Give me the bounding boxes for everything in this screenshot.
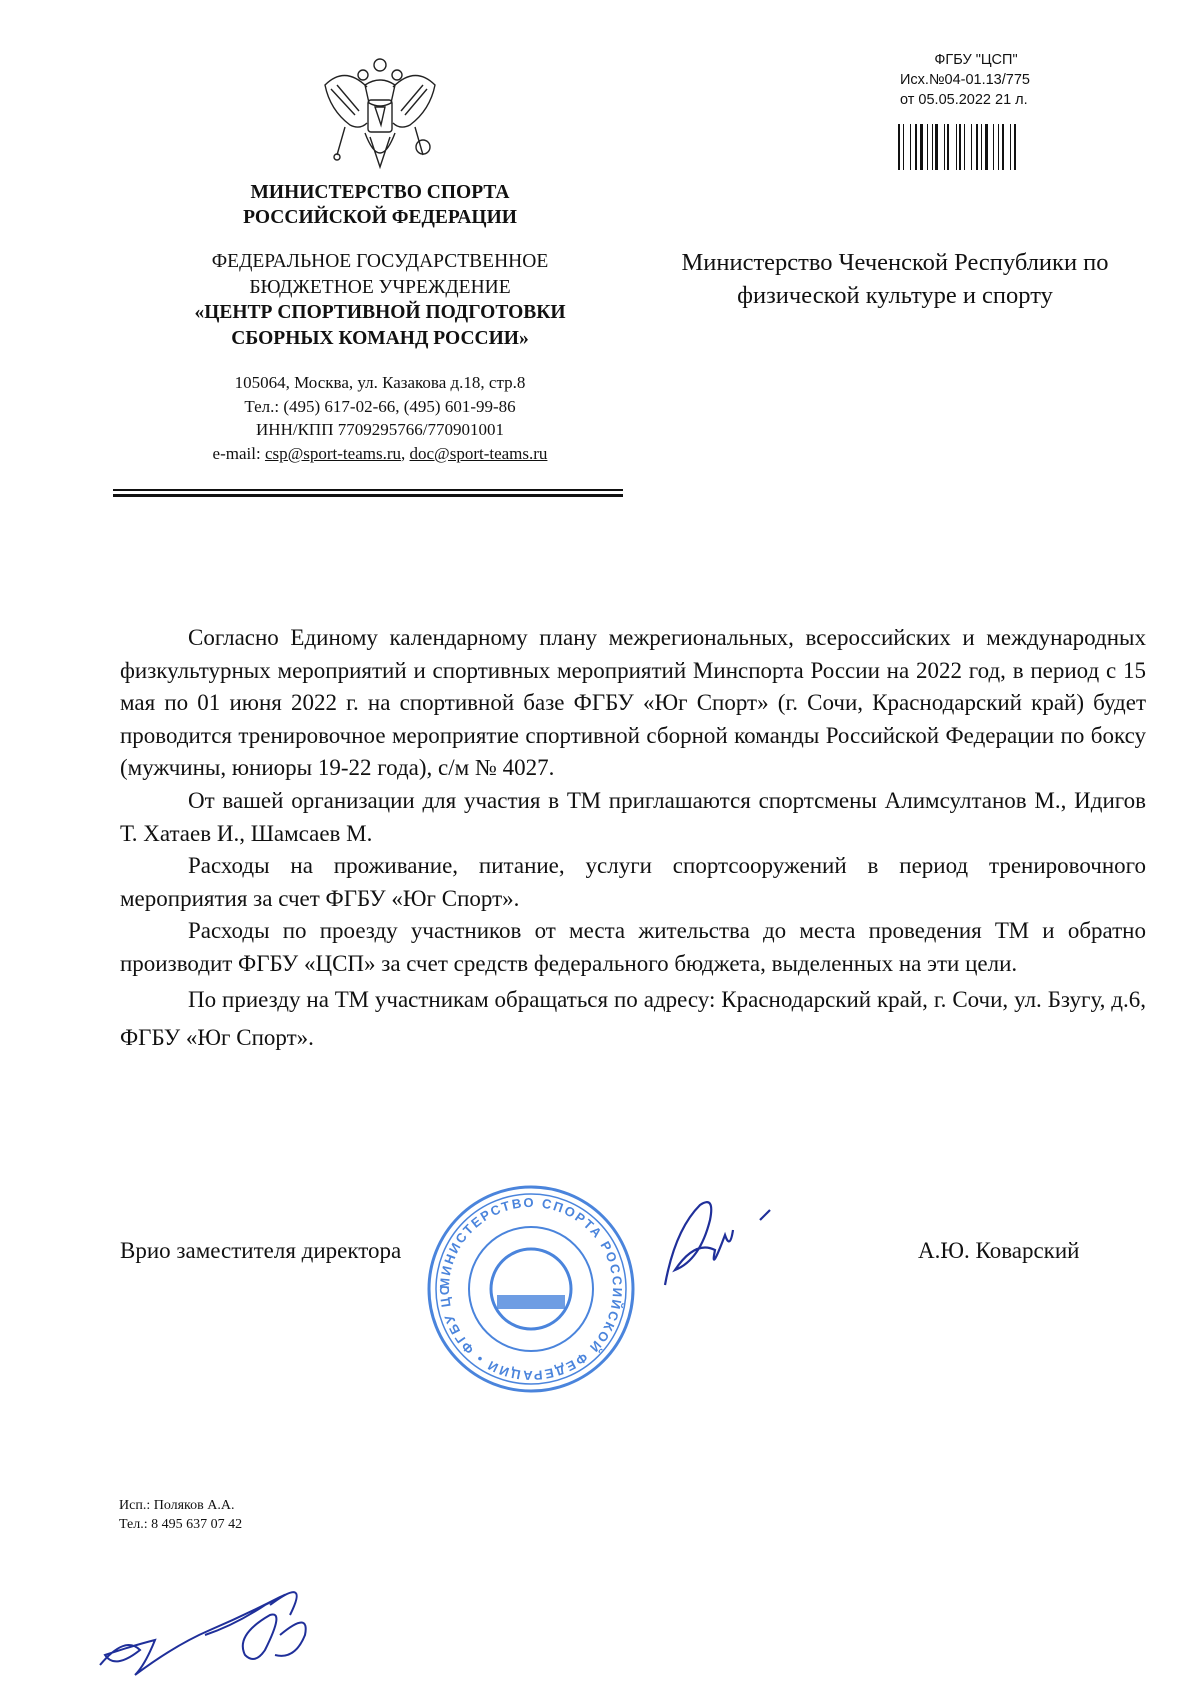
- addressee-line: Министерство Чеченской Республики по: [681, 249, 1109, 276]
- executor-name: Исп.: Поляков А.А.: [119, 1498, 235, 1513]
- body-paragraph: По приезду на ТМ участникам обращаться по адресу: Краснодарский край, г. Сочи, ул. Бзугу, д.6, ФГБУ «Юг Спорт».: [120, 986, 1146, 1050]
- body-paragraph: От вашей организации для участия в ТМ приглашаются спортсмены Алимсултанов М., Идигов Т. Хатаев И., Шамсаев М.: [120, 787, 1146, 846]
- divider-line: [113, 489, 623, 491]
- registration-stamp: [880, 50, 1060, 110]
- body-paragraph: Расходы на проживание, питание, услуги спортсооружений в период тренировочного мероприятия за счет ФГБУ «Юг Спорт».: [120, 853, 1146, 911]
- signatory-name: А.Ю. Коварский: [918, 1238, 1080, 1263]
- addressee: [630, 246, 1160, 312]
- org-line: СБОРНЫХ КОМАНД РОССИИ»: [231, 327, 529, 349]
- barcode-bar: [993, 124, 994, 170]
- handwritten-initials: [95, 1575, 335, 1680]
- org-line: ФЕДЕРАЛЬНОЕ ГОСУДАРСТВЕННОЕ: [211, 251, 549, 272]
- barcode-bar: [971, 124, 972, 170]
- email-separator: ,: [401, 443, 410, 463]
- barcode-bar: [944, 124, 945, 170]
- barcode: [898, 124, 1044, 170]
- barcode-bar: [903, 124, 904, 170]
- email-line: [120, 442, 640, 466]
- address: 105064, Москва, ул. Казакова д.18, стр.8: [234, 373, 526, 392]
- ministry-line: МИНИСТЕРСТВО СПОРТА: [250, 182, 510, 203]
- barcode-bar: [1014, 124, 1016, 170]
- org-line: «ЦЕНТР СПОРТИВНОЙ ПОДГОТОВКИ: [194, 302, 566, 323]
- registration-date: от 05.05.2022 21 л.: [900, 92, 1028, 108]
- organization-contacts: [120, 371, 640, 465]
- barcode-bar: [976, 124, 978, 170]
- email-label: e-mail:: [212, 443, 265, 463]
- organization-name: [120, 249, 640, 351]
- barcode-bar: [959, 124, 961, 170]
- barcode-bar: [947, 124, 949, 170]
- barcode-bar: [956, 124, 957, 170]
- barcode-bar: [910, 124, 911, 170]
- barcode-bar: [998, 124, 999, 170]
- barcode-bar: [964, 124, 965, 170]
- registration-org: ФГБУ "ЦСП": [934, 52, 1018, 68]
- barcode-bar: [915, 124, 917, 170]
- inn-kpp: ИНН/КПП 7709295766/770901001: [256, 420, 504, 439]
- email-link[interactable]: doc@sport-teams.ru: [409, 443, 548, 463]
- body-paragraph: Расходы по проезду участников от места жительства до места проведения ТМ и обратно производит ФГБУ «ЦСП» за счет средств федерального бюджета, выделенных на эти цели.: [120, 918, 1146, 976]
- barcode-bar: [935, 124, 938, 170]
- phone: Тел.: (495) 617-02-66, (495) 601-99-86: [244, 396, 516, 416]
- barcode-bar: [932, 124, 933, 170]
- barcode-bar: [898, 124, 900, 170]
- divider-line: [113, 494, 623, 497]
- barcode-bar: [1010, 124, 1011, 170]
- org-line: БЮДЖЕТНОЕ УЧРЕЖДЕНИЕ: [249, 276, 511, 298]
- addressee-line: физической культуре и спорту: [737, 282, 1053, 309]
- handwritten-signature: [655, 1190, 785, 1300]
- svg-text:МИНИСТЕРСТВО СПОРТА РОССИЙСКОЙ: МИНИСТЕРСТВО СПОРТА РОССИЙСКОЙ ФЕДЕРАЦИИ • ФГБУ ЦС: [436, 1194, 626, 1384]
- barcode-bar: [927, 124, 928, 170]
- barcode-bar: [920, 124, 923, 170]
- ministry-name: [140, 180, 620, 230]
- official-seal: [425, 1183, 637, 1395]
- letter-body: [120, 622, 1146, 1057]
- signatory-position: Врио заместителя директора: [120, 1238, 402, 1263]
- ministry-line: РОССИЙСКОЙ ФЕДЕРАЦИИ: [243, 207, 517, 228]
- executor-info: [119, 1496, 242, 1534]
- body-paragraph: Согласно Единому календарному плану межрегиональных, всероссийских и международных физкультурных мероприятий и спортивных мероприятий Минспорта России на 2022 год, в период с 15 мая по 01 июня 2022 г. на спортивной базе ФГБУ «Юг Спорт» (г. Сочи, Краснодарский край) будет проводится тренировочное мероприятие спортивной сборной команды Российской Федерации по боксу (мужчины, юниоры 19-22 года), с/м № 4027.: [120, 625, 1146, 781]
- coat-of-arms-emblem: [315, 55, 445, 177]
- email-link[interactable]: csp@sport-teams.ru: [264, 443, 401, 463]
- registration-number: Исх.№04-01.13/775: [900, 72, 1030, 88]
- barcode-bar: [1002, 124, 1004, 170]
- barcode-bar: [981, 124, 982, 170]
- executor-phone: Тел.: 8 495 637 07 42: [119, 1517, 243, 1532]
- barcode-bar: [985, 124, 988, 170]
